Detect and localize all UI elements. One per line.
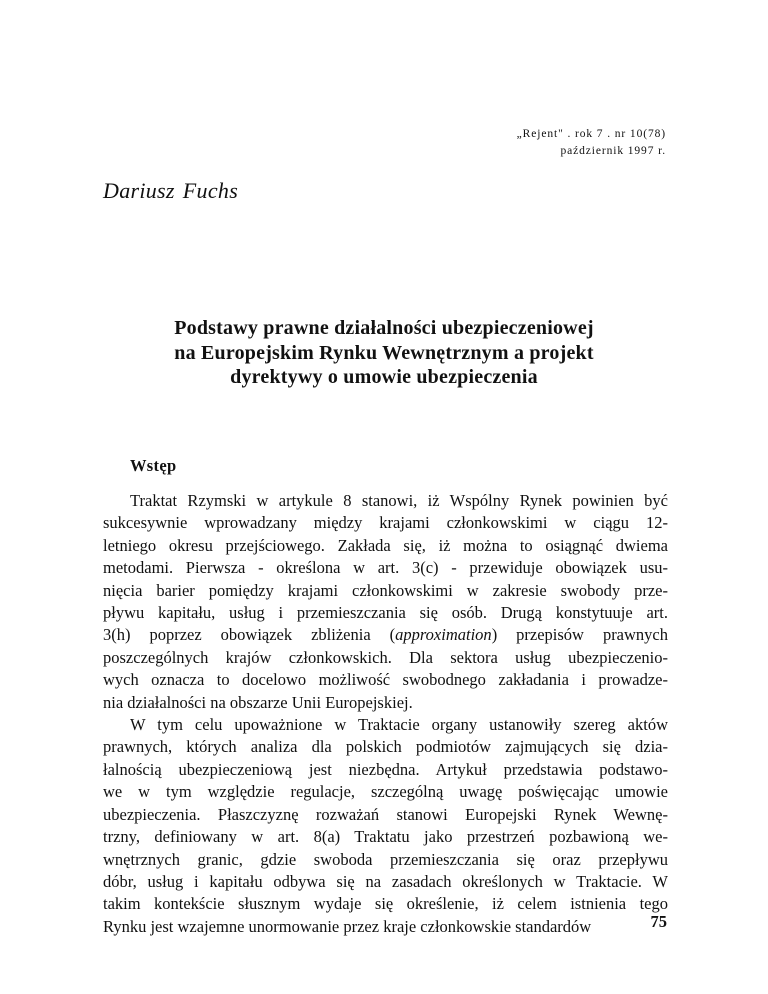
- text-segment: 3(h) poprzez obowiązek zbliżenia (: [103, 625, 396, 645]
- title-line-3: dyrektywy o umowie ubezpieczenia: [230, 366, 538, 388]
- text-line-with-italic: [103, 624, 668, 646]
- text-line: poszczególnych krajów członkowskich. Dla sektora usług ubezpieczenio-: [103, 647, 668, 667]
- text-line: dóbr, usług i kapitału odbywa się na zasadach określonych w Traktacie. W: [103, 871, 668, 891]
- author-name: [103, 178, 238, 204]
- text-line: Rynku jest wzajemne unormowanie przez kraje członkowskie standardów: [103, 916, 592, 936]
- author-last-name: Fuchs: [182, 178, 239, 203]
- text-line: prawnych, których analiza dla polskich podmiotów zajmujących się dzia-: [103, 737, 668, 757]
- article-body: [103, 490, 668, 938]
- text-line: pływu kapitału, usług i przemieszczania się osób. Drugą konstytuuje art.: [103, 603, 668, 623]
- text-line: wych oznacza to docelowo możliwość swobodnego zakładania i prowadze-: [103, 670, 668, 690]
- title-line-2: na Europejskim Rynku Wewnętrznym a projekt: [174, 341, 594, 364]
- title-line-1: Podstawy prawne działalności ubezpieczeniowej: [174, 317, 594, 339]
- text-line: sukcesywnie wprowadzany między krajami członkowskimi w ciągu 12-: [103, 513, 668, 533]
- journal-issue-line: „Rejent" . rok 7 . nr 10(78): [516, 128, 666, 140]
- text-line: W tym celu upoważnione w Traktacie organy ustanowiły szereg aktów: [130, 715, 668, 735]
- paragraph-2: [103, 714, 668, 938]
- text-line: łalnością ubezpieczeniową jest niezbędna. Artykuł przedstawia podstawo-: [103, 759, 668, 779]
- article-title: [0, 316, 768, 390]
- text-line: ubezpieczenia. Płaszczyznę rozważań stanowi Europejski Rynek Wewnę-: [103, 804, 668, 824]
- text-line: nięcia barier pomiędzy krajami członkowskimi w zakresie swobody prze-: [103, 580, 668, 600]
- page-number: 75: [650, 912, 667, 931]
- text-line: trzny, definiowany w art. 8(a) Traktatu jako przestrzeń pozbawioną we-: [103, 827, 668, 847]
- journal-header: [517, 126, 666, 160]
- journal-date-line: październik 1997 r.: [560, 145, 666, 157]
- paragraph-1: [103, 490, 668, 714]
- section-heading: Wstęp: [130, 456, 177, 475]
- text-line: wnętrznych granic, gdzie swoboda przemieszczania się oraz przepływu: [103, 849, 668, 869]
- author-first-name: Dariusz: [103, 178, 175, 203]
- text-line: nia działalności na obszarze Unii Europejskiej.: [103, 692, 413, 712]
- text-line: letniego okresu przejściowego. Zakłada się, iż można to osiągnąć dwiema: [103, 535, 668, 555]
- italic-term: approximation: [395, 625, 492, 645]
- text-segment: ) przepisów prawnych: [491, 625, 669, 645]
- text-line: Traktat Rzymski w artykule 8 stanowi, iż Wspólny Rynek powinien być: [130, 491, 668, 510]
- text-line: takim kontekście słusznym wydaje się określenie, iż celem istnienia tego: [103, 894, 668, 914]
- text-line: we w tym względzie regulacje, szczególną uwagę poświęcając umowie: [103, 782, 668, 802]
- text-line: metodami. Pierwsza - określona w art. 3(c) - przewiduje obowiązek usu-: [103, 558, 668, 578]
